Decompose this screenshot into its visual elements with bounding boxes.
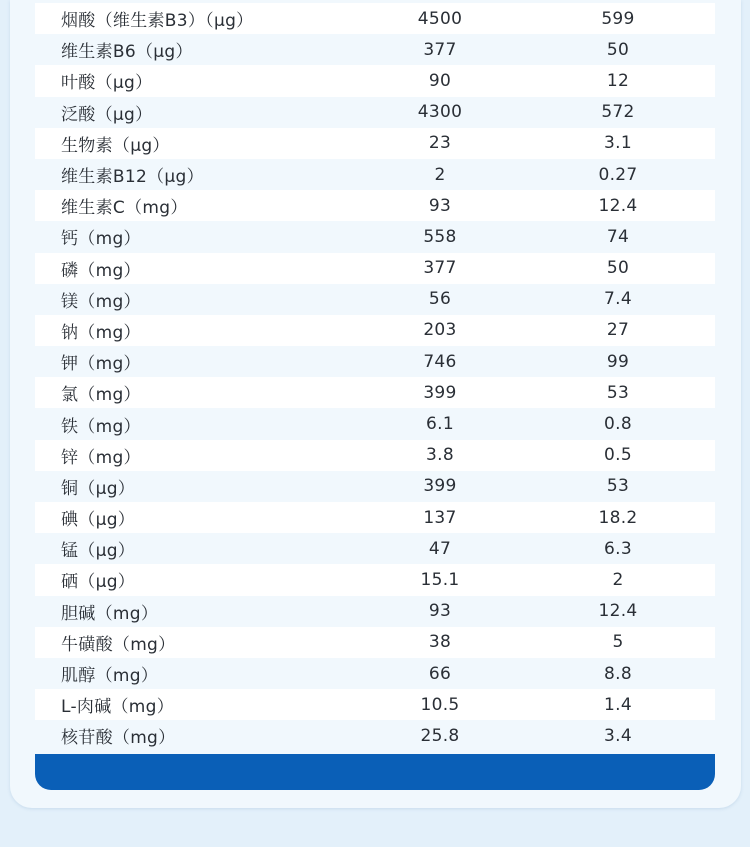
value-per-100kj: 99 — [606, 351, 630, 372]
table-row — [35, 377, 715, 408]
nutrient-name: 烟酸（维生素B3）（μg） — [61, 11, 254, 32]
value-per-100g: 25.8 — [420, 725, 460, 746]
value-per-100kj: 12 — [606, 70, 630, 91]
nutrient-name: 碘（μg） — [61, 510, 136, 531]
value-per-100g: 23 — [428, 133, 452, 154]
value-per-100kj: 12.4 — [598, 601, 638, 622]
table-row — [35, 315, 715, 346]
value-per-100kj: 0.8 — [604, 414, 632, 435]
table-row — [35, 128, 715, 159]
value-per-100kj: 3.1 — [604, 133, 632, 154]
value-per-100kj: 53 — [606, 382, 630, 403]
table-row — [35, 190, 715, 221]
table-footer-bar — [35, 754, 715, 790]
nutrient-name: 钾（mg） — [61, 354, 141, 375]
table-row — [35, 627, 715, 658]
table-row — [35, 408, 715, 439]
value-per-100g: 47 — [428, 538, 452, 559]
value-per-100g: 377 — [423, 258, 457, 279]
table-row — [35, 564, 715, 595]
value-per-100kj: 2 — [612, 569, 624, 590]
value-per-100g: 137 — [423, 507, 457, 528]
table-row — [35, 34, 715, 65]
value-per-100kj: 6.3 — [604, 538, 632, 559]
nutrient-name: 泛酸（μg） — [61, 104, 153, 125]
table-row — [35, 502, 715, 533]
nutrient-name: 胆碱（mg） — [61, 603, 159, 624]
nutrient-name: 生物素（μg） — [61, 135, 170, 156]
table-row — [35, 720, 715, 751]
nutrient-name: 硒（μg） — [61, 572, 136, 593]
value-per-100g: 93 — [428, 195, 452, 216]
value-per-100g: 10.5 — [420, 694, 460, 715]
table-row — [35, 253, 715, 284]
value-per-100kj: 18.2 — [598, 507, 638, 528]
value-per-100g: 746 — [423, 351, 457, 372]
value-per-100kj: 599 — [601, 8, 635, 29]
value-per-100kj: 3.4 — [604, 725, 632, 746]
nutrient-name: 铁（mg） — [61, 416, 141, 437]
value-per-100g: 66 — [428, 663, 452, 684]
value-per-100g: 399 — [423, 476, 457, 497]
nutrient-name: 维生素C（mg） — [61, 198, 188, 219]
value-per-100g: 3.8 — [426, 445, 454, 466]
value-per-100kj: 74 — [606, 226, 630, 247]
value-per-100kj: 572 — [601, 102, 635, 123]
value-per-100g: 90 — [428, 70, 452, 91]
value-per-100kj: 0.27 — [598, 164, 638, 185]
table-row — [35, 221, 715, 252]
value-per-100g: 558 — [423, 226, 457, 247]
table-row — [35, 346, 715, 377]
nutrient-name: 维生素B6（μg） — [61, 42, 193, 63]
table-row — [35, 65, 715, 96]
value-per-100g: 56 — [428, 289, 452, 310]
table-row — [35, 596, 715, 627]
value-per-100g: 4300 — [417, 102, 463, 123]
value-per-100g: 93 — [428, 601, 452, 622]
value-per-100kj: 50 — [606, 258, 630, 279]
nutrient-name: 磷（mg） — [61, 260, 141, 281]
nutrient-name: 钠（mg） — [61, 322, 141, 343]
nutrition-table — [35, 3, 715, 752]
nutrient-name: 肌醇（mg） — [61, 666, 159, 687]
table-row — [35, 658, 715, 689]
table-row — [35, 533, 715, 564]
table-row — [35, 3, 715, 34]
value-per-100kj: 27 — [606, 320, 630, 341]
value-per-100kj: 12.4 — [598, 195, 638, 216]
value-per-100g: 203 — [423, 320, 457, 341]
value-per-100g: 4500 — [417, 8, 463, 29]
nutrient-name: 铜（μg） — [61, 478, 136, 499]
table-row — [35, 284, 715, 315]
value-per-100kj: 0.5 — [604, 445, 632, 466]
value-per-100g: 2 — [434, 164, 446, 185]
nutrient-name: 维生素B12（μg） — [61, 167, 204, 188]
value-per-100kj: 5 — [612, 632, 624, 653]
nutrient-name: 锰（μg） — [61, 541, 136, 562]
value-per-100kj: 50 — [606, 39, 630, 60]
value-per-100g: 38 — [428, 632, 452, 653]
nutrient-name: 锌（mg） — [61, 447, 141, 468]
table-row — [35, 689, 715, 720]
value-per-100kj: 8.8 — [604, 663, 632, 684]
nutrient-name: 核苷酸（mg） — [61, 728, 176, 749]
value-per-100kj: 7.4 — [604, 289, 632, 310]
value-per-100kj: 1.4 — [604, 694, 632, 715]
value-per-100g: 399 — [423, 382, 457, 403]
table-row — [35, 159, 715, 190]
nutrient-name: L-肉碱（mg） — [61, 697, 175, 718]
table-row — [35, 440, 715, 471]
value-per-100kj: 53 — [606, 476, 630, 497]
value-per-100g: 377 — [423, 39, 457, 60]
table-row — [35, 471, 715, 502]
nutrient-name: 牛磺酸（mg） — [61, 634, 176, 655]
nutrient-name: 氯（mg） — [61, 385, 141, 406]
value-per-100g: 6.1 — [426, 414, 454, 435]
table-row — [35, 97, 715, 128]
nutrient-name: 镁（mg） — [61, 291, 141, 312]
nutrient-name: 叶酸（μg） — [61, 73, 153, 94]
value-per-100g: 15.1 — [420, 569, 460, 590]
nutrient-name: 钙（mg） — [61, 229, 141, 250]
